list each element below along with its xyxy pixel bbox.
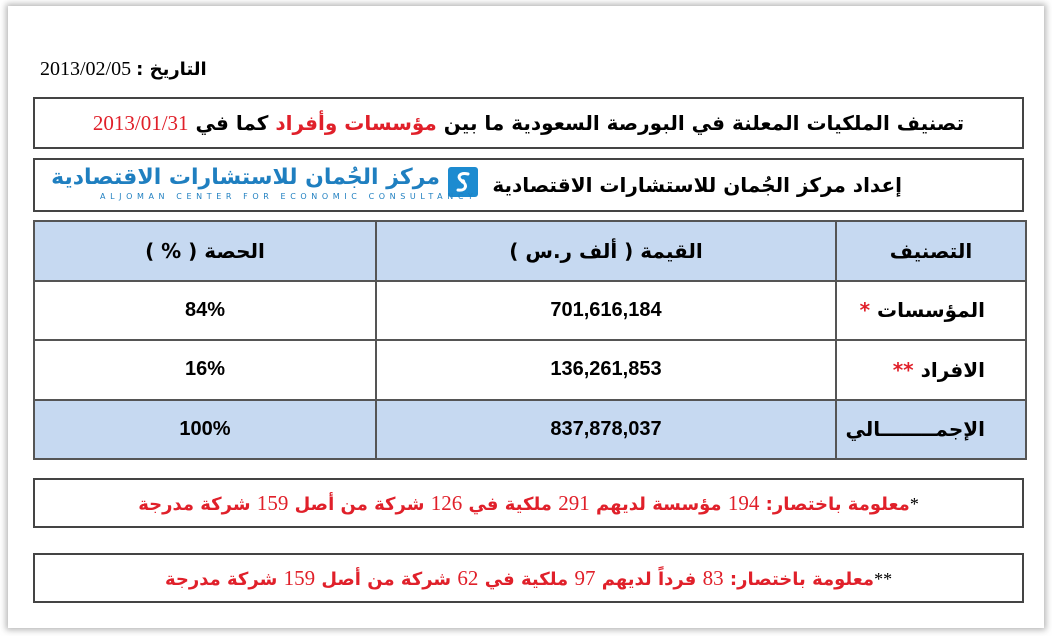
table-header-row [34, 221, 1026, 281]
row-share: 16% [34, 340, 376, 400]
note-number: 194 [727, 490, 760, 515]
note-segment: شركة مدرجة [138, 493, 251, 515]
title-part1: تصنيف الملكيات المعلنة في البورصة السعودية ما بين [443, 110, 965, 135]
note-number: 62 [457, 565, 479, 590]
row-category [836, 340, 1026, 400]
title-part2: كما في [195, 110, 269, 135]
title-box [33, 97, 1024, 149]
note-number: 126 [430, 490, 463, 515]
row-share: 84% [34, 281, 376, 341]
row-value: 136,261,853 [376, 340, 836, 400]
header-value: القيمة ( ألف ر.س ) [376, 221, 836, 281]
aljoman-logo [51, 165, 478, 205]
row-category-label: الافراد [920, 357, 985, 382]
total-category: الإجمــــــــالي [836, 400, 1026, 460]
note-box-individuals [33, 553, 1024, 603]
table-total-row [34, 400, 1026, 460]
row-value: 701,616,184 [376, 281, 836, 341]
row-marker: * [859, 298, 871, 323]
logo-arabic-name: مركز الجُمان للاستشارات الاقتصادية [51, 165, 440, 190]
title-highlight: مؤسسات وأفراد [275, 110, 437, 135]
date-line [40, 58, 207, 81]
prepared-by-text: إعداد مركز الجُمان للاستشارات الاقتصادية [492, 173, 902, 197]
note-number: 291 [558, 490, 590, 515]
row-category [836, 281, 1026, 341]
row-category-label: المؤسسات [877, 298, 985, 323]
header-share: الحصة ( % ) [34, 221, 376, 281]
note-segment: ملكية في [468, 493, 552, 515]
note-segment: مؤسسة لديهم [596, 493, 722, 515]
logo-english-name: ALJOMAN CENTER FOR ECONOMIC CONSULTANCY [100, 192, 478, 201]
note-number: 159 [256, 490, 289, 515]
table-row [34, 340, 1026, 400]
note-box-institutions [33, 478, 1024, 528]
header-category: التصنيف [836, 221, 1026, 281]
note-marker: ** [874, 568, 893, 589]
note-lead: معلومة باختصار: [729, 568, 875, 590]
total-value: 837,878,037 [376, 400, 836, 460]
row-marker: ** [892, 357, 914, 382]
note-number: 97 [574, 565, 596, 590]
note-segment: شركة من أصل [321, 568, 452, 590]
note-number: 159 [283, 565, 316, 590]
note-marker: * [909, 493, 919, 514]
note-lead: معلومة باختصار: [765, 493, 910, 515]
table-row [34, 281, 1026, 341]
note-segment: فرداً لديهم [601, 568, 697, 590]
note-segment: شركة من أصل [294, 493, 425, 515]
note-segment: ملكية في [484, 568, 569, 590]
note-segment: شركة مدرجة [164, 568, 278, 590]
note-text [138, 491, 919, 516]
note-text [165, 566, 892, 591]
total-share: 100% [34, 400, 376, 460]
date-value: 2013/02/05 [40, 58, 132, 80]
page-title [93, 111, 964, 136]
ownership-table [33, 220, 1027, 460]
note-number: 83 [702, 565, 724, 590]
title-date: 2013/01/31 [92, 110, 189, 135]
date-label: التاريخ : [136, 59, 207, 80]
